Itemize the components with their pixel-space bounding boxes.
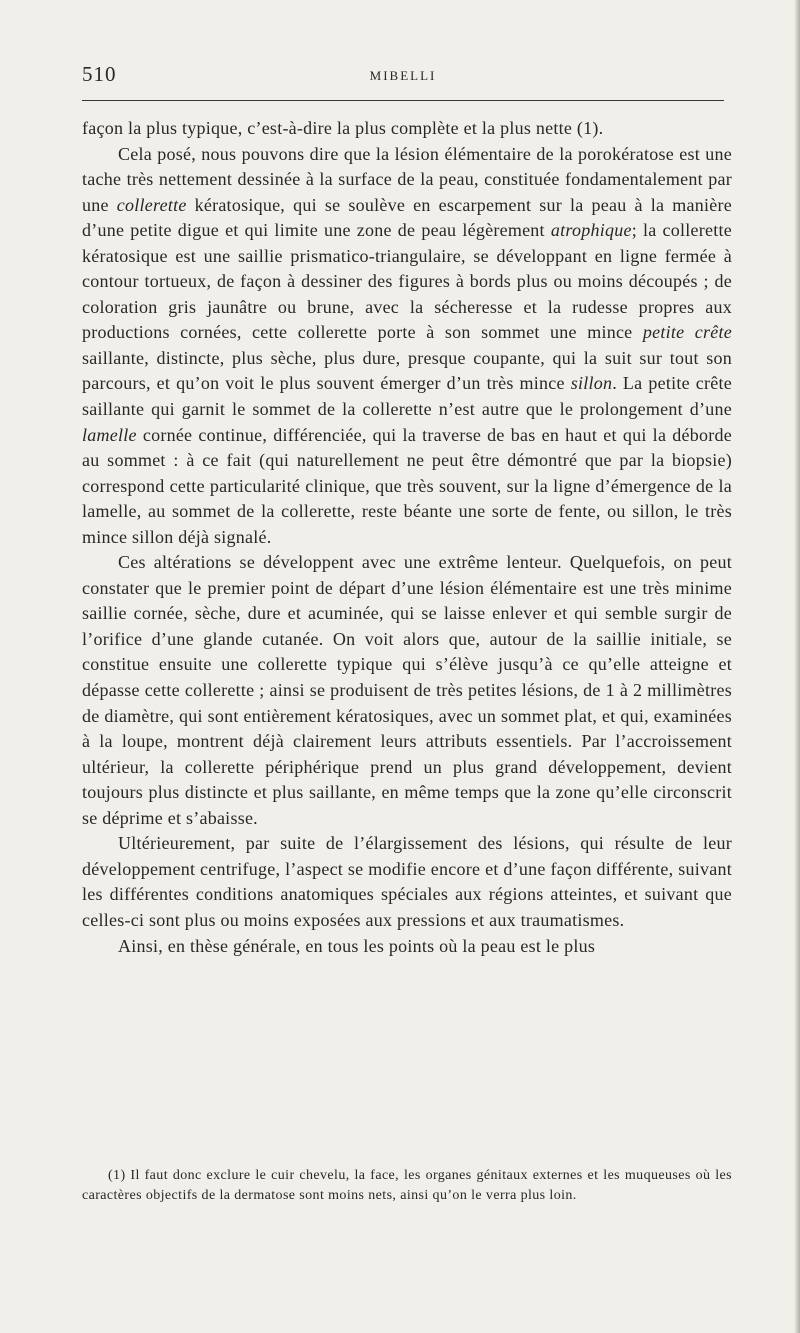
body-text xyxy=(82,116,732,959)
italic-term: sillon xyxy=(570,373,613,394)
italic-term: collerette xyxy=(116,194,187,215)
header-rule xyxy=(82,100,724,101)
running-head: MIBELLI xyxy=(369,68,437,83)
paragraph xyxy=(82,934,732,960)
text-run: cornée continue, différenciée, qui la traverse de bas en haut et qui la déborde au sommet : à ce fait (qui naturellement ne peut être démontré que par la biopsie) correspond cette particularité clinique, que très souvent, sur la ligne d’émergence de la lamelle, au sommet de la collerette, reste béante une sorte de fente, ou sillon, le très mince sillon déjà signalé. xyxy=(82,424,732,547)
italic-term: atrophique xyxy=(550,220,632,241)
text-run: . La petite crête saillante qui garnit le sommet de la collerette n’est autre que le prolongement d’une xyxy=(82,373,733,420)
text-run: kératosique, qui se soulève en escarpement sur la peau à la manière d’une petite digue et qui limite une zone de peau légèrement xyxy=(82,194,733,241)
paragraph xyxy=(82,142,732,551)
page-edge-shadow xyxy=(794,0,800,1333)
paragraph xyxy=(82,831,732,933)
text-run: Ultérieurement, par suite de l’élargissement des lésions, qui résulte de leur développement centrifuge, l’aspect se modifie encore et d’une façon différente, suivant les différentes conditions anatomiques spéciales aux régions atteintes, et suivant que celles-ci sont plus ou moins exposées aux pressions et aux traumatismes. xyxy=(82,833,732,930)
italic-term: lamelle xyxy=(82,424,137,445)
text-run: façon la plus typique, c’est-à-dire la plus complète et la plus nette (1). xyxy=(82,118,604,138)
paragraph xyxy=(82,550,732,831)
text-run: Cela posé, nous pouvons dire que la lésion élémentaire de la porokératose est une tache très nettement dessinée à la surface de la peau, constituée fondamentalement par une xyxy=(82,143,732,215)
page-number: 510 xyxy=(82,62,117,86)
text-run: ; la collerette kératosique est une saillie prismatico-triangulaire, se développant en ligne fermée à contour tortueux, de façon à dessiner des figures à bords plus ou moins découpés ; de coloration gris jaunâtre ou brune, avec la sécheresse et la rudesse propres aux productions cornées, cette collerette porte à son sommet une mince xyxy=(82,220,732,343)
footnotes xyxy=(82,1166,732,1206)
page-header xyxy=(82,58,724,88)
italic-term: petite crête xyxy=(642,322,732,343)
text-run: saillante, distincte, plus sèche, plus dure, presque coupante, qui la suit sur tout son parcours, et qu’on voit le plus souvent émerger d’un très mince xyxy=(82,347,732,394)
text-run: Ces altérations se développent avec une extrême lenteur. Quelquefois, on peut constater que le premier point de départ d’une lésion élémentaire est une très minime saillie cornée, sèche, dure et acuminée, qui se laisse enlever et qui semble surgir de l’orifice d’une glande cutanée. On voit alors que, autour de la saillie initiale, se constitue ensuite une collerette typique qui s’élève jusqu’à ce qu’elle atteigne et dépasse cette collerette ; ainsi se produisent de très petites lésions, de 1 à 2 millimètres de diamètre, qui sont entièrement kératosiques, avec un sommet plat, et qui, examinées à la loupe, montrent déjà clairement leurs attributs essentiels. Par l’accroissement ultérieur, la collerette périphérique prend un plus grand développement, devient toujours plus distincte et plus saillante, en même temps que la zone qu’elle circonscrit se déprime et s’abaisse. xyxy=(82,552,732,828)
footnote: (1) Il faut donc exclure le cuir chevelu, la face, les organes génitaux externes et les muqueuses où les caractères objectifs de la dermatose sont moins nets, ainsi qu’on le verra plus loin. xyxy=(82,1168,732,1203)
text-run: Ainsi, en thèse générale, en tous les points où la peau est le plus xyxy=(118,935,596,956)
paragraph xyxy=(82,116,732,142)
